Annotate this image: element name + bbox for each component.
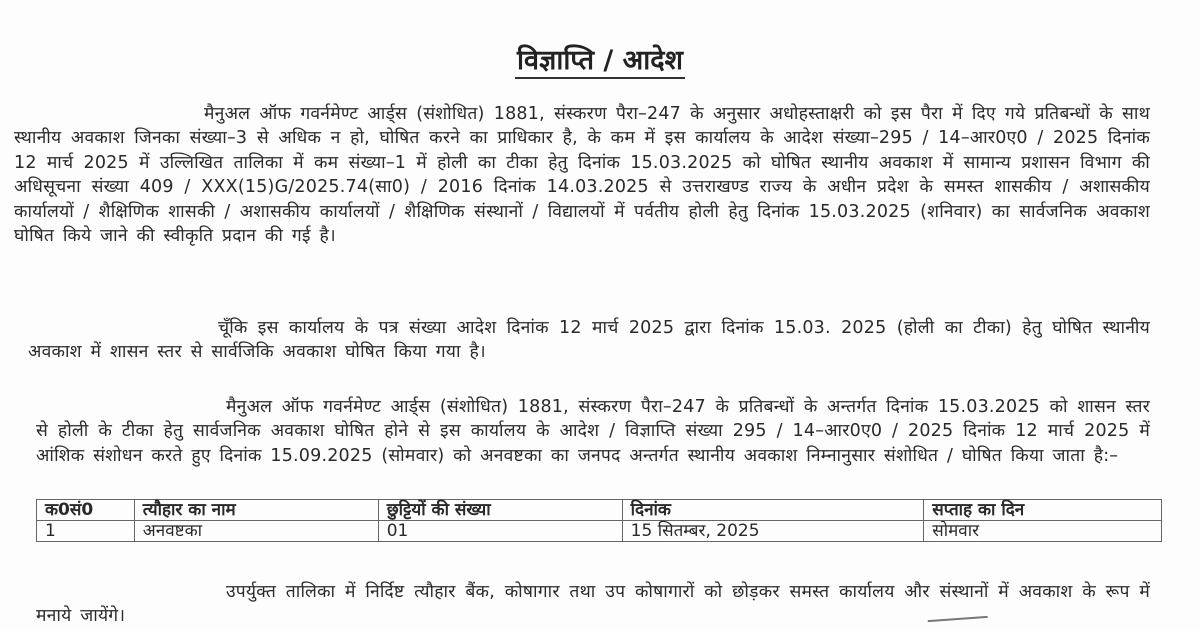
table-header-row	[37, 500, 1162, 521]
header-date: दिनांक	[622, 500, 924, 521]
paragraph-1: मैनुअल ऑफ गवर्नमेण्ट आर्ड्स (संशोधित) 1881, संस्करण पैरा–247 के अनुसार अधोहस्ताक्षरी को इस पैरा में दिए गये प्रतिबन्धों के साथ स्थानीय अवकाश जिनका संख्या–3 से अधिक न हो, घोषित करने का प्राधिकार है, के कम में इस कार्यालय के आदेश संख्या–295 / 14–आर0ए0 / 2025 दिनांक 12 मार्च 2025 में उल्लिखित तालिका में कम संख्या–1 में होली का टीका हेतु दिनांक 15.03.2025 को घोषित स्थानीय अवकाश में सामान्य प्रशासन विभाग की अधिसूचना संख्या 409 / XXX(15)G/2025.74(सा0) / 2016 दिनांक 14.03.2025 से उत्तराखण्ड राज्य के अधीन प्रदेश के समस्त शासकीय / अशासकीय कार्यालयों / शैक्षिणिक शासकी / अशासकीय कार्यालयों / शैक्षिणिक संस्थानों / विद्यालयों में पर्वतीय होली हेतु दिनांक 15.03.2025 (शनिवार) का सार्वजनिक अवकाश घोषित किये जाने की स्वीकृति प्रदान की गई है।	[14, 103, 1150, 246]
paragraph-2: चूँकि इस कार्यालय के पत्र संख्या आदेश दिनांक 12 मार्च 2025 द्वारा दिनांक 15.03. 2025 (होली का टीका) हेतु घोषित स्थानीय अवकाश में शासन स्तर से सार्वजिकि अवकाश घोषित किया गया है।	[28, 317, 1150, 362]
paragraph-3: मैनुअल ऑफ गवर्नमेण्ट आर्ड्स (संशोधित) 1881, संस्करण पैरा–247 के प्रतिबन्धों के अन्तर्गत दिनांक 15.03.2025 को शासन स्तर से होली के टीका हेतु सार्वजनिक अवकाश घोषित होने से इस कार्यालय के आदेश / विज्ञाप्ति संख्या 295 / 14–आर0ए0 / 2025 दिनांक 12 मार्च 2025 में आंशिक संशोधन करते हुए दिनांक 15.09.2025 (सोमवार) को अनवष्टका का जनपद अन्तर्गत स्थानीय अवकाश निम्नानुसार संशोधित / घोषित किया जाता है:–	[36, 396, 1150, 466]
cell-festival-name: अनवष्टका	[134, 521, 378, 542]
header-weekday: सप्ताह का दिन	[924, 500, 1162, 521]
holiday-table	[36, 499, 1162, 542]
header-holiday-count: छुट्टियों की संख्या	[378, 500, 622, 521]
cell-holiday-count: 01	[378, 521, 622, 542]
header-serial: क0सं0	[37, 500, 135, 521]
cell-date: 15 सितम्बर, 2025	[622, 521, 924, 542]
cell-weekday: सोमवार	[924, 521, 1162, 542]
header-festival-name: त्यौहार का नाम	[134, 500, 378, 521]
title-text: विज्ञाप्ति / आदेश	[515, 45, 685, 79]
document-title	[0, 40, 1200, 77]
cell-serial: 1	[37, 521, 135, 542]
table-row	[37, 521, 1162, 542]
paragraph-4: उपर्युक्त तालिका में निर्दिष्ट त्यौहार बैंक, कोषागार तथा उप कोषागारों को छोड़कर समस्त कार्यालय और संस्थानों में अवकाश के रूप में मनाये जायेंगे।	[36, 581, 1150, 626]
